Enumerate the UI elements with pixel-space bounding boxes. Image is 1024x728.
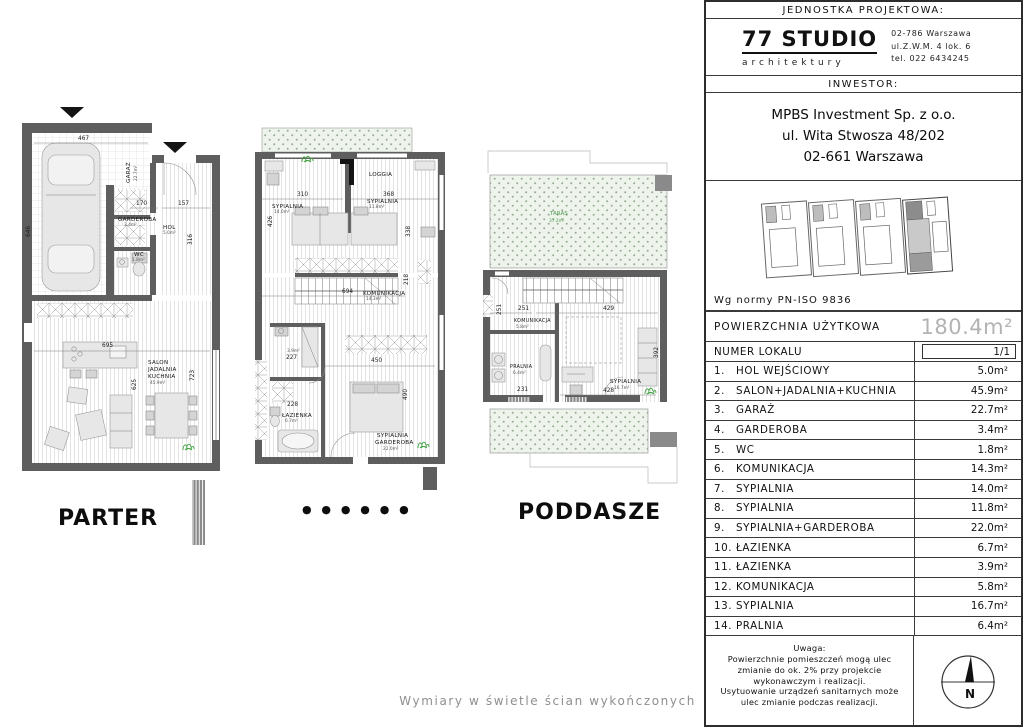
room-row: 2. SALON+JADALNIA+KUCHNIA 45.9m² xyxy=(706,382,1021,402)
investor-header: INWESTOR: xyxy=(706,76,1021,93)
svg-text:GARDEROBA: GARDEROBA xyxy=(375,440,414,446)
svg-text:KOMUNIKACJA: KOMUNIKACJA xyxy=(514,319,551,324)
svg-text:14.3m²: 14.3m² xyxy=(366,297,382,302)
site-unit-highlighted xyxy=(903,197,953,274)
wardrobe-cabinet xyxy=(255,360,267,440)
cabinet-row xyxy=(37,303,133,318)
usable-area-value: 180.4m² xyxy=(920,314,1013,339)
svg-text:SALON: SALON xyxy=(148,360,169,366)
svg-text:GARDEROBA: GARDEROBA xyxy=(118,217,157,223)
svg-text:JADALNIA: JADALNIA xyxy=(148,367,177,373)
svg-text:723: 723 xyxy=(190,369,196,381)
svg-text:426: 426 xyxy=(268,215,274,227)
svg-text:22.0m²: 22.0m² xyxy=(383,447,399,452)
svg-text:GARAŻ: GARAŻ xyxy=(126,162,132,183)
investor-name: MPBS Investment Sp. z o.o. xyxy=(771,107,956,124)
room-row: 6. KOMUNIKACJA 14.3m² xyxy=(706,460,1021,480)
svg-text:HOL: HOL xyxy=(163,225,176,231)
svg-text:310: 310 xyxy=(297,192,309,198)
entry-arrow-icon xyxy=(60,107,84,118)
loggia-terrace xyxy=(262,128,412,152)
svg-text:SYPIALNIA: SYPIALNIA xyxy=(377,433,409,439)
svg-text:392: 392 xyxy=(654,346,660,358)
terrace xyxy=(490,175,667,268)
unit-number-row xyxy=(706,342,1021,362)
svg-text:227: 227 xyxy=(286,355,298,361)
svg-text:251: 251 xyxy=(518,306,530,312)
investor-block xyxy=(706,93,1021,181)
svg-text:LOGGIA: LOGGIA xyxy=(369,172,393,178)
room-row: 7. SYPIALNIA 14.0m² xyxy=(706,480,1021,500)
svg-text:218: 218 xyxy=(404,273,410,285)
car-icon xyxy=(42,143,100,291)
site-unit xyxy=(761,201,811,278)
design-unit-header: JEDNOSTKA PROJEKTOWA: xyxy=(706,2,1021,19)
notes-row xyxy=(706,636,1021,725)
wardrobe-cabinet xyxy=(418,260,431,284)
room-row: 3. GARAŻ 22.7m² xyxy=(706,401,1021,421)
compass-icon xyxy=(936,649,1000,713)
desk-icon xyxy=(265,161,283,171)
svg-text:368: 368 xyxy=(383,192,395,198)
svg-text:490: 490 xyxy=(403,388,409,400)
svg-text:5.8m²: 5.8m² xyxy=(516,325,529,330)
room-row: 4. GARDEROBA 3.4m² xyxy=(706,421,1021,441)
svg-text:11.8m²: 11.8m² xyxy=(369,205,385,210)
logo-row xyxy=(706,19,1021,76)
norm-note: Wg normy PN-ISO 9836 xyxy=(706,291,1021,311)
entry-arrow-icon xyxy=(163,142,187,153)
studio-address: 02-786 Warszawa ul.Z.W.M. 4 lok. 6 tel. 022 6434245 xyxy=(891,28,972,64)
svg-text:22.7m²: 22.7m² xyxy=(134,165,139,181)
svg-text:646: 646 xyxy=(26,225,32,237)
usable-area-label: POWIERZCHNIA UŻYTKOWA xyxy=(714,320,881,333)
wardrobe-cabinet xyxy=(115,225,145,245)
svg-text:251: 251 xyxy=(497,303,503,315)
bed-icon xyxy=(350,382,403,432)
poddasze-title: PODDASZE xyxy=(518,500,662,525)
svg-text:467: 467 xyxy=(78,136,90,142)
dining-set xyxy=(146,393,197,438)
room-row: 12. KOMUNIKACJA 5.8m² xyxy=(706,578,1021,598)
terrace xyxy=(490,409,648,453)
unit-number-value: 1/1 xyxy=(922,344,1016,359)
floor-plan-poddasze xyxy=(470,145,685,540)
wardrobe-strip xyxy=(345,335,427,354)
svg-text:SYPIALNIA: SYPIALNIA xyxy=(367,199,399,205)
svg-text:157: 157 xyxy=(178,201,190,207)
room-row: 11. ŁAZIENKA 3.9m² xyxy=(706,558,1021,578)
svg-text:1.8m²: 1.8m² xyxy=(132,258,145,263)
site-plan-diagram xyxy=(706,181,1021,291)
roof-outline xyxy=(488,151,667,173)
svg-text:ŁAZIENKA: ŁAZIENKA xyxy=(282,413,312,419)
svg-text:694: 694 xyxy=(342,289,354,295)
svg-text:228: 228 xyxy=(287,402,299,408)
pietro-dots-label: ● ● ● ● ● ● xyxy=(302,503,412,516)
title-block xyxy=(704,0,1023,727)
room-row: 13. SYPIALNIA 16.7m² xyxy=(706,597,1021,617)
room-row: 1. HOL WEJŚCIOWY 5.0m² xyxy=(706,362,1021,382)
svg-text:WC: WC xyxy=(134,252,145,258)
site-unit xyxy=(856,198,906,275)
svg-text:16.7m²: 16.7m² xyxy=(614,386,630,391)
room-row: 10. ŁAZIENKA 6.7m² xyxy=(706,538,1021,558)
svg-text:KUCHNIA: KUCHNIA xyxy=(148,374,176,380)
investor-street: ul. Wita Stwosza 48/202 xyxy=(782,128,945,145)
svg-text:14.0m²: 14.0m² xyxy=(274,210,290,215)
footer-note: Wymiary w świetle ścian wykończonych xyxy=(399,694,696,708)
svg-text:TARAS: TARAS xyxy=(550,211,568,217)
svg-text:SYPIALNIA: SYPIALNIA xyxy=(272,204,304,210)
room-row: 8. SYPIALNIA 11.8m² xyxy=(706,499,1021,519)
room-row: 9. SYPIALNIA+GARDEROBA 22.0m² xyxy=(706,519,1021,539)
svg-text:695: 695 xyxy=(102,343,114,349)
svg-text:316: 316 xyxy=(188,233,194,245)
svg-text:450: 450 xyxy=(371,358,383,364)
svg-text:N: N xyxy=(964,686,975,701)
unit-number-label: NUMER LOKALU xyxy=(714,345,803,358)
usable-area-row xyxy=(706,311,1021,342)
svg-text:429: 429 xyxy=(603,306,615,312)
svg-text:625: 625 xyxy=(132,378,138,390)
room-row: 14. PRALNIA 6.4m² xyxy=(706,617,1021,637)
svg-text:3.4m²: 3.4m² xyxy=(124,223,137,228)
svg-text:6.7m²: 6.7m² xyxy=(285,419,298,424)
svg-text:3.9m²: 3.9m² xyxy=(287,349,300,354)
site-unit xyxy=(808,200,858,277)
room-row: 5. WC 1.8m² xyxy=(706,440,1021,460)
svg-text:338: 338 xyxy=(406,225,412,237)
svg-text:45.9m²: 45.9m² xyxy=(150,381,166,386)
studio-logo-sub: architektury xyxy=(742,57,845,68)
floor-plan-parter xyxy=(10,95,225,560)
floor-plan-pietro xyxy=(245,115,455,535)
svg-text:231: 231 xyxy=(517,387,529,393)
parter-title: PARTER xyxy=(58,506,159,531)
svg-text:170: 170 xyxy=(136,201,148,207)
studio-logo: 77 STUDIO xyxy=(742,27,877,54)
fence-strip xyxy=(192,480,205,545)
svg-text:PRALNIA: PRALNIA xyxy=(510,365,533,370)
svg-text:428: 428 xyxy=(603,388,615,394)
investor-city: 02-661 Warszawa xyxy=(803,148,924,165)
svg-text:KOMUNIKACJA: KOMUNIKACJA xyxy=(363,291,406,297)
svg-text:6.4m²: 6.4m² xyxy=(513,371,526,376)
svg-text:5.0m²: 5.0m² xyxy=(163,231,176,236)
svg-text:SYPIALNIA: SYPIALNIA xyxy=(610,379,642,385)
wardrobe-strip xyxy=(295,258,398,273)
stairs xyxy=(523,278,623,303)
notes-text: Uwaga: Powierzchnie pomieszczeń mogą ulec zmianie do ok. 2% przy projekcie wykonawczym i realizacji. Usytuowanie urządzeń sanitarnych może ulec zmianie podczas realizacji. xyxy=(720,643,899,708)
svg-text:37.2m²: 37.2m² xyxy=(549,219,565,224)
